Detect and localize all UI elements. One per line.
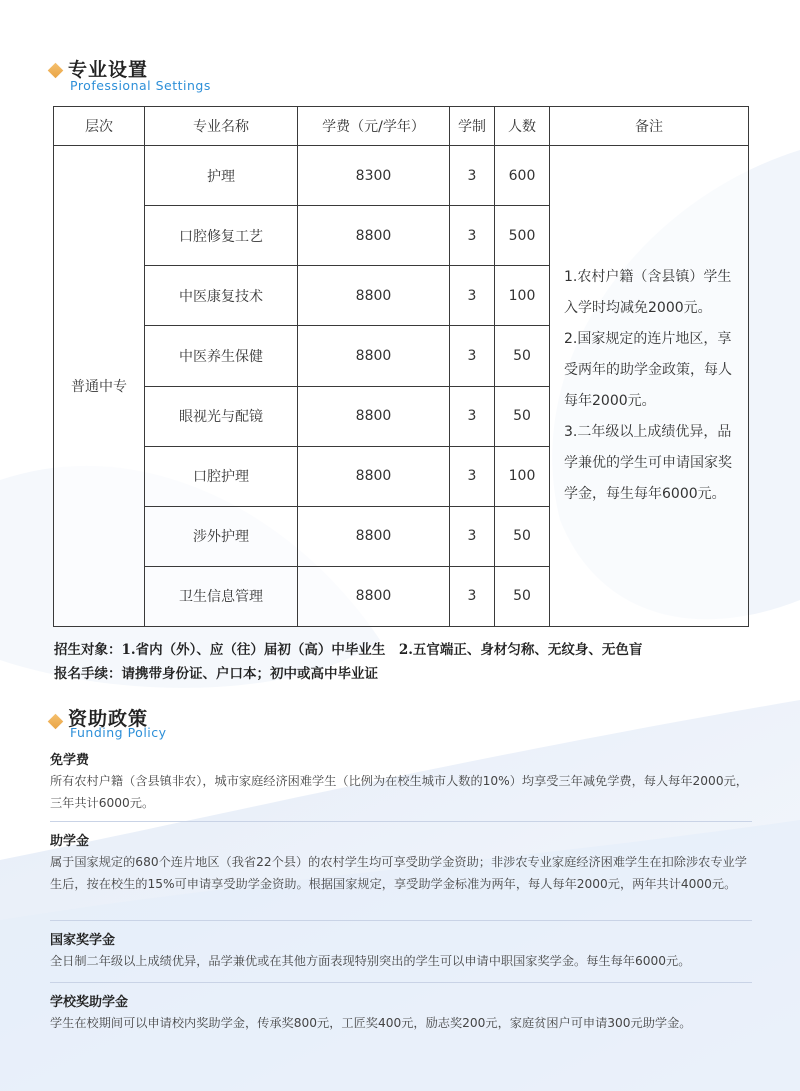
policy-text: 属于国家规定的680个连片地区（我省22个县）的农村学生均可享受助学金资助；非涉农专业家庭经济困难学生在扣除涉农专业学生后，按在校生的15%可申请享受助学金资助。根据国家规定，享受助学金标准为两年，每人每年2000元，两年共计4000元。 [50,855,747,891]
major-years: 3 [450,506,495,566]
diamond-icon [48,63,64,79]
table-row [54,146,749,206]
major-fee: 8800 [298,326,450,386]
header-notes: 备注 [550,107,749,146]
majors-table [53,106,749,627]
major-years: 3 [450,326,495,386]
policy-text: 所有农村户籍（含县镇非农），城市家庭经济困难学生（比例为在校生城市人数的10%）均享受三年减免学费，每人每年2000元，三年共计6000元。 [50,774,748,810]
major-years: 3 [450,566,495,626]
major-name: 眼视光与配镜 [145,386,298,446]
major-count: 100 [495,266,550,326]
enrollment-target: 招生对象：1.省内（外）、应（往）届初（高）中毕业生 2.五官端正、身材匀称、无纹身、无色盲 [54,642,643,658]
major-years: 3 [450,266,495,326]
major-fee: 8800 [298,566,450,626]
major-fee: 8800 [298,506,450,566]
level-cell: 普通中专 [54,146,145,627]
policy-heading: 免学费 [50,753,90,768]
major-name: 口腔修复工艺 [145,206,298,266]
major-years: 3 [450,206,495,266]
major-name: 涉外护理 [145,506,298,566]
major-count: 100 [495,446,550,506]
major-count: 500 [495,206,550,266]
major-count: 50 [495,506,550,566]
note-2: 2.国家规定的连片地区，享受两年的助学金政策，每人每年2000元。 [564,331,732,409]
policy-school-scholarship [50,991,754,1034]
major-fee: 8800 [298,446,450,506]
table-header-row [54,107,749,146]
policy-text: 全日制二年级以上成绩优异，品学兼优或在其他方面表现特别突出的学生可以申请中职国家奖学金。每生每年6000元。 [50,954,691,968]
note-3: 3.二年级以上成绩优异，品学兼优的学生可申请国家奖学金，每生每年6000元。 [564,424,732,502]
policy-heading: 学校奖助学金 [50,995,129,1010]
major-count: 50 [495,326,550,386]
diamond-icon [48,714,64,730]
notes-cell [550,146,749,627]
major-years: 3 [450,386,495,446]
section-subtitle: Funding Policy [70,725,167,740]
section-subtitle: Professional Settings [70,78,211,93]
section-title: 资助政策 [68,708,149,730]
major-count: 600 [495,146,550,206]
divider [50,821,752,822]
policy-grant [50,830,754,895]
policy-heading: 助学金 [50,834,90,849]
policy-text: 学生在校期间可以申请校内奖助学金，传承奖800元，工匠奖400元，励志奖200元，家庭贫困户可申请300元助学金。 [50,1016,692,1030]
header-count: 人数 [495,107,550,146]
major-name: 中医康复技术 [145,266,298,326]
header-fee: 学费（元/学年） [298,107,450,146]
major-name: 中医养生保健 [145,326,298,386]
major-fee: 8800 [298,386,450,446]
major-years: 3 [450,146,495,206]
header-years: 学制 [450,107,495,146]
note-1: 1.农村户籍（含县镇）学生入学时均减免2000元。 [564,269,732,316]
major-name: 口腔护理 [145,446,298,506]
major-name: 卫生信息管理 [145,566,298,626]
header-major-name: 专业名称 [145,107,298,146]
policy-tuition-waiver [50,749,754,814]
major-years: 3 [450,446,495,506]
major-count: 50 [495,386,550,446]
major-fee: 8300 [298,146,450,206]
header-level: 层次 [54,107,145,146]
policy-national-scholarship [50,929,754,972]
section-title: 专业设置 [68,59,149,81]
major-fee: 8800 [298,266,450,326]
major-count: 50 [495,566,550,626]
divider [50,920,752,921]
divider [50,982,752,983]
major-fee: 8800 [298,206,450,266]
major-name: 护理 [145,146,298,206]
registration-procedure: 报名手续：请携带身份证、户口本；初中或高中毕业证 [54,666,378,682]
policy-heading: 国家奖学金 [50,933,116,948]
